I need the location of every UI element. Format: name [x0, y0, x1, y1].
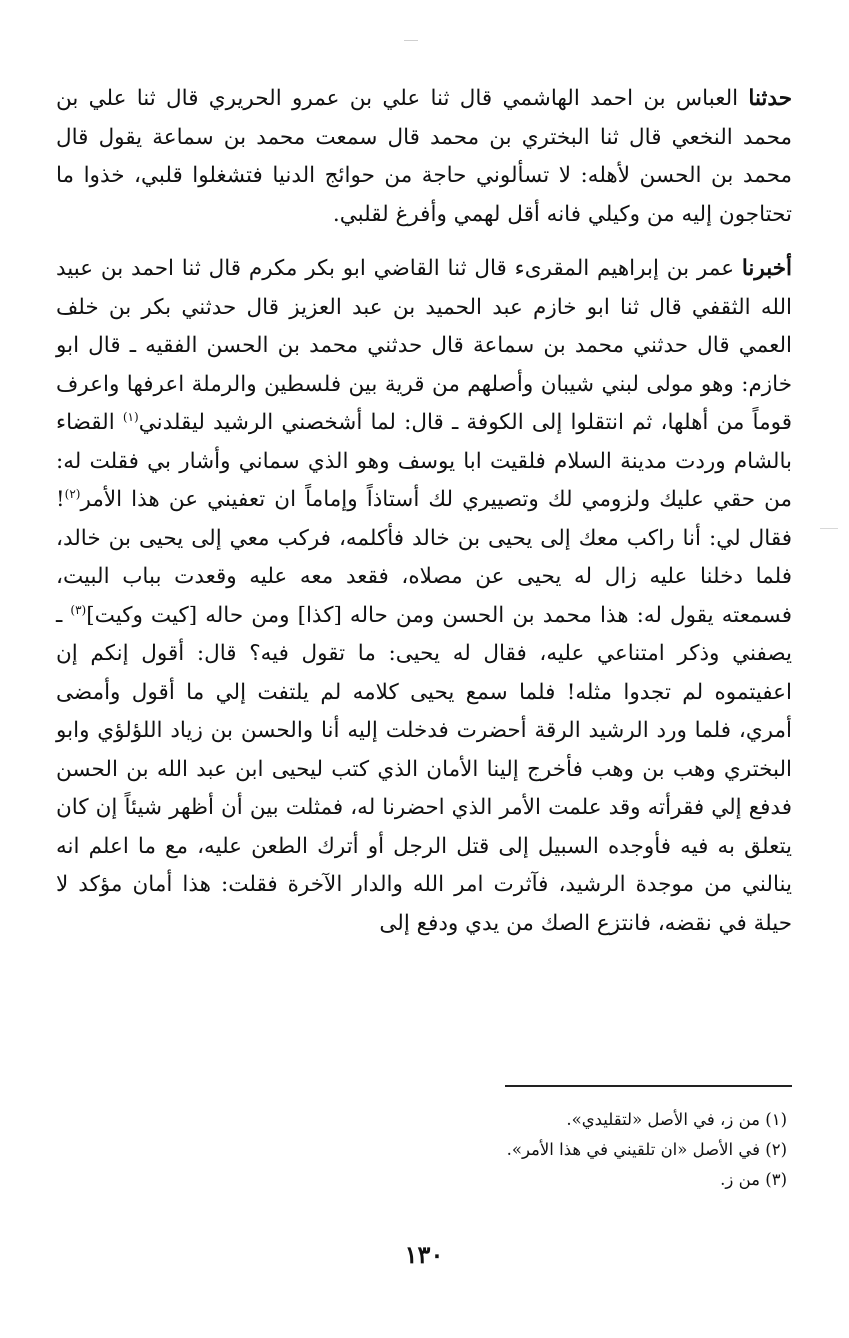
- footnotes: [287, 1105, 787, 1195]
- footnote-1: (١) من ز، في الأصل «لتقليدي».: [566, 1110, 787, 1129]
- footnote-divider: [505, 1085, 792, 1087]
- footnote-3: (٣) من ز.: [720, 1170, 787, 1189]
- paragraph-text: العباس بن احمد الهاشمي قال ثنا علي بن عمرو الحريري قال ثنا علي بن محمد النخعي قال ثنا البختري بن محمد قال سمعت محمد بن سماعة يقول قال محمد بن الحسن لأهله: لا تسألوني حاجة من حوائج الدنيا فتشغلوا قلبي، خذوا ما تحتاجون إليه من وكيلي فانه أقل لهمي وأفرغ لقلبي.: [56, 86, 792, 227]
- footnote-ref-3: (٣): [70, 602, 87, 617]
- paragraph-text: ! فقال لي: أنا راكب معك إلى يحيى بن خالد فأكلمه، فركب معي إلى يحيى بن خالد، فلما دخلنا عليه زال له يحيى عن مصلاه، فقعد معه عليه وقعدت بباب البيت، فسمعته يقول له: هذا محمد بن الحسن ومن حاله [كذا] ومن حاله [كيت وكيت]: [56, 487, 792, 628]
- paragraph-2: [56, 250, 792, 943]
- paragraph-text: القضاء بالشام وردت مدينة السلام فلقيت ابا يوسف وهو الذي سماني وأشار بي فقلت له: من حقي عليك ولزومي لك وتصييري لك أستاذاً وإماماً ان تعفيني عن هذا الأمر: [56, 410, 792, 512]
- paragraph-lead-word: حدثنا: [748, 86, 792, 111]
- scan-mark: [820, 528, 838, 529]
- footnote-ref-2: (٢): [64, 486, 81, 501]
- paragraph-text: ـ يصفني وذكر امتناعي عليه، فقال له يحيى: ما تقول فيه؟ قال: أقول إنكم إن اعفيتموه لم تجدوا مثله! فلما سمع يحيى كلامه لم يلتفت إلي ما أقول وأمضى أمري، فلما ورد الرشيد الرقة أحضرت فدخلت إليه أنا والحسن بن زياد اللؤلؤي وابو البختري وهب بن وهب فأخرج إلينا الأمان الذي كتب ليحيى ابن عبد الله بن الحسن فدفع إلي فقرأته وقد علمت الأمر الذي احضرنا له، فمثلت بين أن أظهر شيئاً إن كان يتعلق به فيه فأوجده السبيل إلى قتل الرجل أو أترك الطعن عليه، مع ما اعلم انه ينالني من موجدة الرشيد، فآثرت امر الله والدار الآخرة فقلت: هذا أمان مؤكد لا حيلة في نقضه، فانتزع الصك من يدي ودفع إلى: [56, 602, 793, 936]
- paragraph-1: [56, 80, 792, 234]
- paragraph-text: عمر بن إبراهيم المقرىء قال ثنا القاضي ابو بكر مكرم قال ثنا احمد بن عبيد الله الثقفي قال ثنا ابو خازم عبد الحميد بن عبد العزيز قال حدثني بكر بن خلف العمي قال حدثني محمد بن سماعة قال حدثني محمد بن الحسن الفقيه ـ قال ابو خازم: وهو مولى لبني شيبان وأصلهم من قرية بين فلسطين والرملة اعرفها واعرف قوماً من أهلها، ثم انتقلوا إلى الكوفة ـ قال: لما أشخصني الرشيد ليقلدني: [56, 256, 793, 435]
- footnote-ref-1: (١): [122, 409, 139, 424]
- footnote-2: (٢) في الأصل «ان تلقيني في هذا الأمر».: [506, 1140, 787, 1159]
- main-text: [56, 80, 792, 943]
- page-number: ١٣٠: [404, 1240, 444, 1269]
- paragraph-lead-word: أخبرنا: [741, 256, 792, 281]
- scan-mark: [404, 40, 418, 41]
